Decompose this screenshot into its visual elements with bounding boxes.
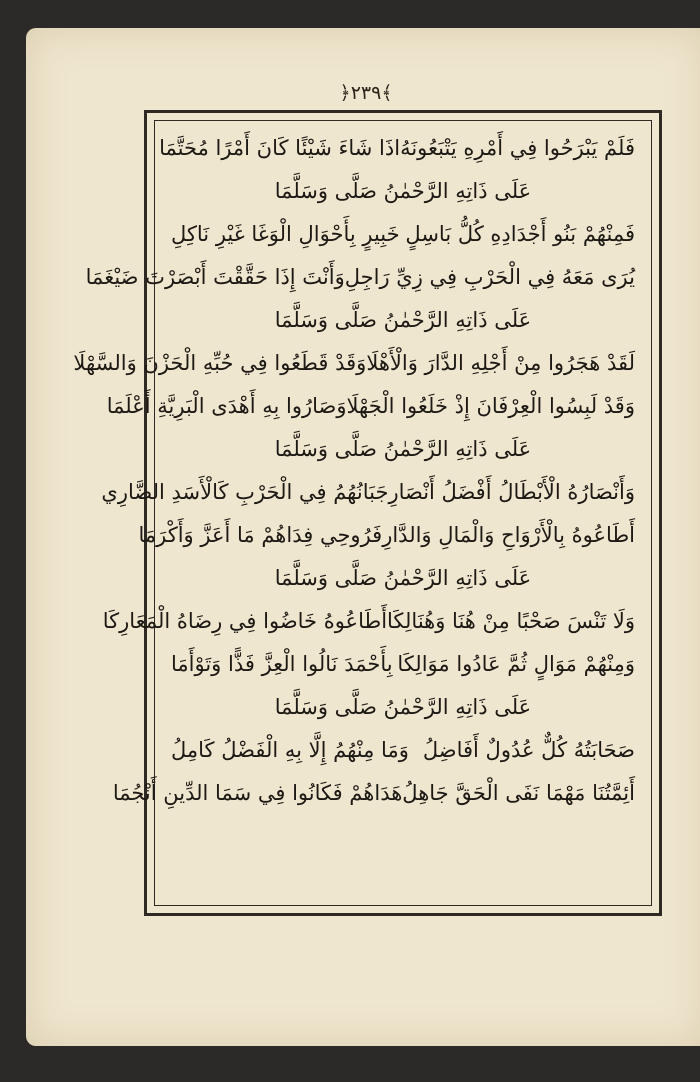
hemistich-right: فَمِنْهُمْ بَنُو أَجْدَادِهِ كُلُّ بَاسِلٍ — [405, 222, 635, 246]
verse — [171, 213, 635, 256]
hemistich-right: يُرَى مَعَهُ فِي الْحَرْبِ فِي زِيِّ رَاجِلِ — [344, 265, 635, 289]
verse — [102, 600, 635, 643]
verse — [159, 127, 635, 170]
hemistich-left: جَبَانُهُمُ فِي الْحَرْبِ كَالْأَسَدِ الضَّارِي — [101, 480, 389, 504]
hemistich-left: اذَا شَاءَ شَيْئًا كَانَ أَمْرًا مُحَتَّمَا — [159, 136, 401, 160]
poem-body — [73, 127, 635, 899]
hemistich-right: وَمِنْهُمْ مَوَالٍ ثُمَّ عَادُوا مَوَالِكَا — [397, 652, 635, 676]
hemistich-right: وَلَا تَنْسَ صَحْبًا مِنْ هُنَا وَهُنَالِكَا — [387, 609, 635, 633]
refrain-line: عَلَى ذَاتِهِ الرَّحْمٰنُ صَلَّى وَسَلَّمَا — [274, 308, 532, 332]
hemistich-left: وَقَدْ قَطَعُوا فِي حُبِّهِ الْحَزْنَ وَالسَّهْلَا — [73, 351, 367, 375]
page-number: ﴿٢٣٩﴾ — [339, 82, 393, 104]
hemistich-left: خَبِيرٍ بِأَحْوَالِ الْوَغَا غَيْرِ نَاكِلِ — [171, 222, 400, 246]
text-frame-inner-rule — [73, 120, 652, 906]
hemistich-left: وَمَا مِنْهُمُ إِلَّا بِهِ الْفَضْلُ كَامِلُ — [171, 738, 409, 762]
hemistich-left: وَصَارُوا بِهِ أَهْدَى الْبَرِيَّةِ أَعْلَمَا — [106, 394, 347, 418]
verse — [138, 514, 635, 557]
verse — [101, 471, 635, 514]
verse — [171, 643, 635, 686]
refrain-line: عَلَى ذَاتِهِ الرَّحْمٰنُ صَلَّى وَسَلَّمَا — [274, 437, 532, 461]
book-page — [26, 28, 700, 1046]
hemistich-right: وَأَنْصَارُهُ الْأَبْطَالُ أَفْضَلُ أَنْصَارِ — [388, 480, 635, 504]
text-frame — [73, 110, 662, 916]
hemistich-right: وَقَدْ لَبِسُوا الْعِرْفَانَ إِذْ خَلَعُوا الْجَهْلَا — [346, 394, 635, 418]
verse — [85, 256, 635, 299]
hemistich-left: هَدَاهُمْ فَكَانُوا فِي سَمَا الدِّينِ أَنْجُمَا — [112, 781, 403, 805]
hemistich-right: صَحَابَتُهُ كُلٌّ عُدُولٌ أَفَاضِلُ — [422, 738, 635, 762]
verse — [73, 342, 635, 385]
hemistich-right: لَقَدْ هَجَرُوا مِنْ أَجْلِهِ الدَّارَ وَالْأَهْلَا — [366, 351, 635, 375]
hemistich-right: أَئِمَّتُنَا مَهْمَا نَفَى الْحَقَّ جَاهِلُ — [402, 781, 635, 805]
refrain-line: عَلَى ذَاتِهِ الرَّحْمٰنُ صَلَّى وَسَلَّمَا — [274, 179, 532, 203]
hemistich-right: فَلَمْ يَبْرَحُوا فِي أَمْرِهِ يَتْبَعُونَهُ — [400, 136, 635, 160]
hemistich-left: وَأَنْتَ إِذَا حَقَّقْتَ أَبْصَرْتَ ضَيْغَمَا — [85, 265, 345, 289]
verse — [171, 729, 635, 772]
verse — [106, 385, 635, 428]
hemistich-right: أَطَاعُوهُ بِالْأَرْوَاحِ وَالْمَالِ وَالدَّارِ — [382, 523, 635, 547]
refrain-line: عَلَى ذَاتِهِ الرَّحْمٰنُ صَلَّى وَسَلَّمَا — [274, 566, 532, 590]
verse — [112, 772, 635, 815]
hemistich-left: فَرُوحِي فِدَاهُمْ مَا أَعَزَّ وَأَكْرَمَا — [138, 523, 383, 547]
hemistich-left: بِأَحْمَدَ نَالُوا الْعِزَّ فَذًّا وَتَوْأَمَا — [171, 652, 393, 676]
hemistich-left: أَطَاعُوهُ خَاضُوا فِي رِضَاهُ الْمَعَارِكَا — [102, 609, 388, 633]
refrain-line: عَلَى ذَاتِهِ الرَّحْمٰنُ صَلَّى وَسَلَّمَا — [274, 695, 532, 719]
